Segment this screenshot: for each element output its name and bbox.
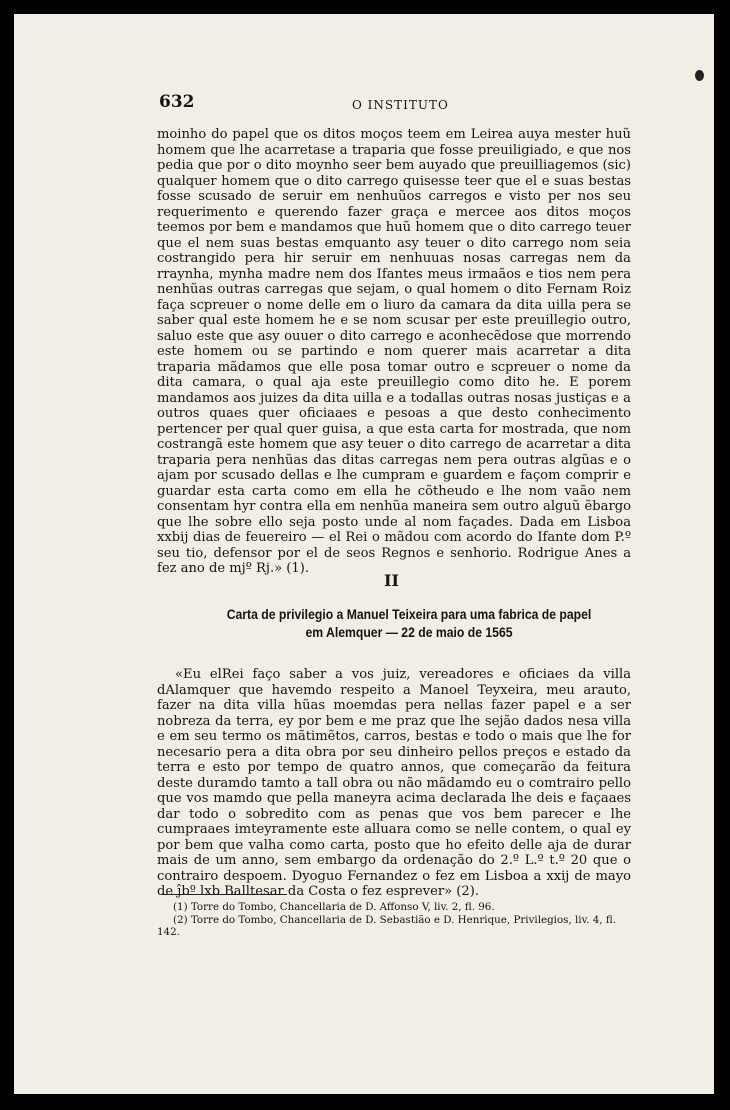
section-1-paragraph: moinho do papel que os ditos moços teem em Leirea auya mester huũ homem que lhe acarretase a traparia que fosse preuiligiado, e que nos pedia que por o dito moynho seer bem auyado que preuilliagemos (sic) qualquer homem que o dito carrego quisesse teer que el e suas bestas fosse scusado de seruir em nenhuũos carregos e visto per nos seu requerimento e querendo fazer graça e mercee aos ditos moços teemos por bem e mandamos que huũ homem que o dito carrego teuer que el nem suas bestas emquanto asy teuer o dito carrego nom seia costrangido pera hir seruir em nenhuuas nosas carregas nem da rraynha, mynha madre nem dos Ifantes meus irmaãos e tios nem pera nenhũas outras carregas que sejam, o qual homem o dito Fernam Roiz faça scpreuer o nome delle em o liuro da camara da dita uilla pera se saber qual este homem he e se nom scusar per este preuillegio outro, saluo este que asy ouuer o dito carrego e aconhecẽdose que morrendo este homem ou se partindo e nom querer mais acarretar a dita traparia mãdamos que elle posa tomar outro e scpreuer o nome da dita camara, o qual aja este preuillegio como dito he. E porem mandamos aos juizes da dita uilla e a todallas outras nosas justiças e a outros quaes quer oficiaaes e pesoas a que desto conhecimento pertencer per qual quer guisa, a que esta carta for mostrada, que nom costrangã este homem que asy teuer o dito carrego de acarretar a dita traparia pera nenhũas das ditas carregas nem pera outras algũas e o ajam por scusado dellas e lhe cumpram e guardem e façom comprir e guardar esta carta como em ella he cõtheudo e lhe nom vaão nem consentam hyr contra ella em nenhũa maneira sem outro alguũ ẽbargo que lhe sobre ello seja posto unde al nom façades. Dada em Lisboa xxbij dias de feuereiro — el Rei o mãdou com acordo do Ifante dom P.º seu tio, defensor por el de seos Regnos e senhorio. Rodrigue Anes a fez ano de mjº Rj.» (1). <box>157 127 631 576</box>
footnote-1: (1) Torre do Tombo, Chancellaria de D. Affonso V, liv. 2, fl. 96. <box>173 901 495 913</box>
section-2-title-line-1: Carta de privilegio a Manuel Teixeira para uma fabrica de papel <box>226 607 592 623</box>
ink-spot <box>695 70 704 81</box>
section-2-heading <box>216 607 603 642</box>
section-2-paragraph: «Eu elRei faço saber a vos juiz, vereadores e oficiaes da villa dAlamquer que havemdo respeito a Manoel Teyxeira, meu arauto, fazer na dita villa hũas moemdas pera nellas fazer papel e a ser nobreza da terra, ey por bem e me praz que lhe sejão dados nesa villa e em seu termo os mãtimẽtos, carros, bestas e todo o mais que lhe for necesario pera a dita obra por seu dinheiro pellos preços e estado da terra e esto por tempo de quatro annos, que começarão da feitura deste duramdo tamto a tall obra ou não mãdamdo eu o comtrairo pello que vos mamdo que pella maneyra acima declarada lhe deis e façaaes dar todo o sobredito com as penas que vos bem parecer e lhe cumpraaes imteyramente este alluara como se nelle contem, o qual ey por bem que valha como carta, posto que ho efeito delle aja de durar mais de um anno, sem embargo da ordenação do 2.º L.º t.º 20 que o contrairo despoem. Dyoguo Fernandez o fez em Lisboa a xxij de mayo de ĵbº lxb Balltesar da Costa o fez esprever» (2). <box>157 667 631 899</box>
footnotes <box>157 901 631 939</box>
running-title: O INSTITUTO <box>352 98 449 112</box>
section-2-title-line-2: em Alemquer — 22 de maio de 1565 <box>305 624 513 641</box>
section-1-body <box>157 127 631 577</box>
page-number: 632 <box>159 92 195 112</box>
footnote-2: (2) Torre do Tombo, Chancellaria de D. Sebastião e D. Henrique, Privilegios, liv. 4, fl. 142. <box>157 913 616 938</box>
section-2-number: II <box>384 571 399 590</box>
section-2-body <box>157 667 631 900</box>
book-page <box>14 14 714 1094</box>
footnote-rule <box>162 894 287 895</box>
